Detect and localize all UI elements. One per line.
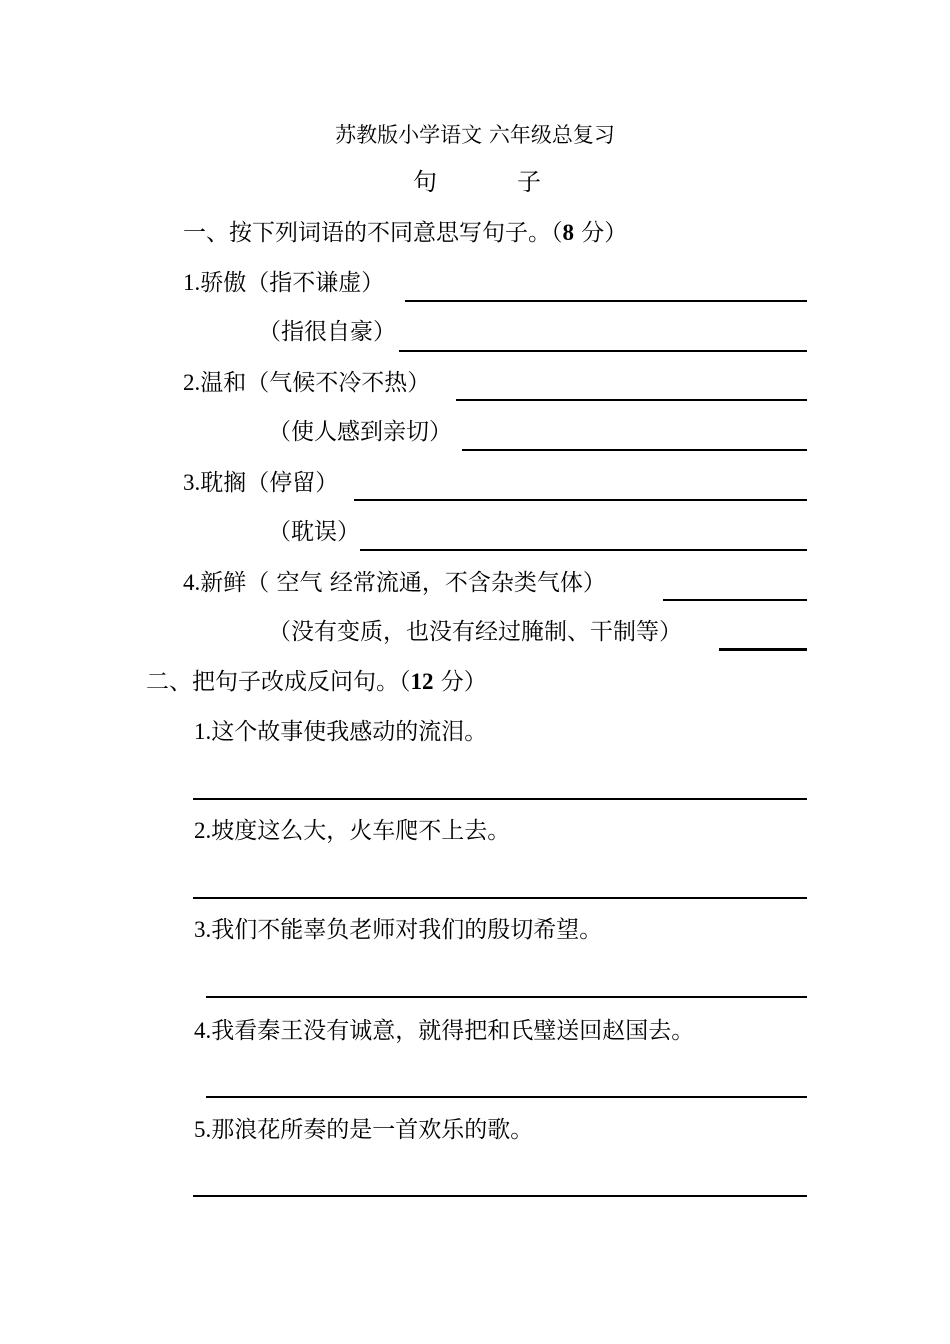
section1-item-2b: （使人感到亲切）: [268, 419, 452, 445]
section2-heading: 二、把句子改成反问句。（12 分）: [146, 669, 487, 695]
section1-heading: 一、按下列词语的不同意思写句子。（8 分）: [183, 220, 628, 246]
answer-line-s2-2[interactable]: [193, 897, 807, 899]
page-subtitle: [413, 170, 541, 194]
answer-line-1a[interactable]: [405, 300, 807, 302]
page-title: 苏教版小学语文 六年级总复习: [335, 123, 615, 147]
section1-item-4a: 4.新鲜（ 空气 经常流通，不含杂类气体）: [183, 570, 606, 596]
section1-item-1a: 1.骄傲（指不谦虚）: [183, 270, 385, 296]
section1-item-1b: （指很自豪）: [258, 319, 396, 345]
section1-item-4b: （没有变质，也没有经过腌制、干制等）: [268, 619, 682, 645]
answer-line-3a[interactable]: [354, 499, 807, 501]
section2-item-2: 2.坡度这么大，火车爬不上去。: [194, 818, 511, 844]
section1-points: 8: [562, 220, 574, 245]
section2-item-5: 5.那浪花所奏的是一首欢乐的歌。: [194, 1117, 534, 1143]
section2-item-1: 1.这个故事使我感动的流泪。: [194, 719, 488, 745]
section2-points: 12: [410, 669, 434, 694]
answer-line-3b[interactable]: [360, 549, 807, 551]
section1-item-2a: 2.温和（气候不冷不热）: [183, 370, 431, 396]
answer-line-2b[interactable]: [462, 449, 807, 451]
answer-line-4a[interactable]: [663, 599, 807, 601]
answer-line-s2-1[interactable]: [193, 798, 807, 800]
answer-line-2a[interactable]: [456, 399, 807, 401]
section1-item-3b: （耽误）: [268, 519, 360, 545]
subtitle-char-left: 句: [413, 168, 437, 196]
subtitle-char-right: 子: [517, 168, 541, 196]
answer-line-s2-3[interactable]: [206, 996, 807, 998]
answer-line-4b[interactable]: [719, 648, 807, 651]
section2-item-3: 3.我们不能辜负老师对我们的殷切希望。: [194, 917, 603, 943]
answer-line-s2-5[interactable]: [193, 1195, 807, 1197]
answer-line-1b[interactable]: [399, 350, 807, 352]
section1-item-3a: 3.耽搁（停留）: [183, 470, 339, 496]
answer-line-s2-4[interactable]: [206, 1096, 807, 1098]
section2-item-4: 4.我看秦王没有诚意，就得把和氏璧送回赵国去。: [194, 1018, 695, 1044]
